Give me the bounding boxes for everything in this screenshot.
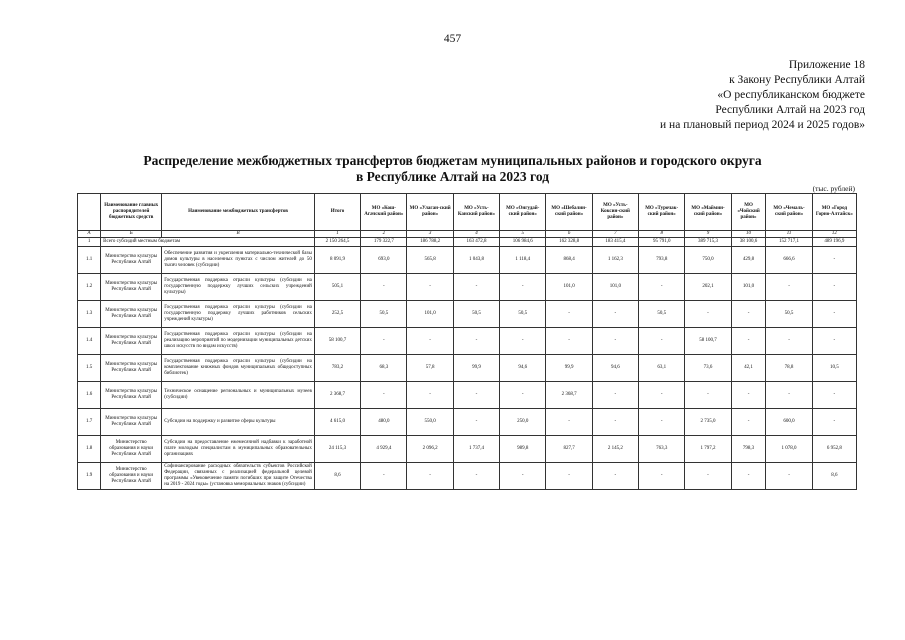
column-header: МО «Маймин-ский район» xyxy=(685,194,731,231)
value-cell: - xyxy=(453,409,499,436)
value-cell: - xyxy=(812,274,856,301)
value-cell: 505,1 xyxy=(314,274,360,301)
value-cell: 565,8 xyxy=(407,247,453,274)
value-cell: 101,0 xyxy=(407,301,453,328)
column-header: МО «Усть-Канский район» xyxy=(453,194,499,231)
value-cell: - xyxy=(546,463,592,490)
value-cell: - xyxy=(731,409,766,436)
column-header: МО «Улаган-ский район» xyxy=(407,194,453,231)
value-cell: 73,6 xyxy=(685,355,731,382)
transfer-name-cell: Обеспечение развития и укрепления материально-технической базы домов культуры в населенных пунктах с числом жителей до 50 тысяч человек (субсидии) xyxy=(162,247,315,274)
total-cell: 389 715,3 xyxy=(685,238,731,247)
value-cell: - xyxy=(500,328,546,355)
transfer-name-cell: Софинансирование расходных обязательств субъектов Российской Федерации, связанных с реализацией федеральной целевой программы «Увековечение памяти погибших при защите Отечества на 2019 - 2024 годы» (установка мемориальных знаков (субсидии) xyxy=(162,463,315,490)
total-cell: 2 150 264,5 xyxy=(314,238,360,247)
column-header: МО «Чемаль-ский район» xyxy=(766,194,812,231)
value-cell: 50,5 xyxy=(361,301,407,328)
value-cell: 101,0 xyxy=(592,274,638,301)
value-cell: 666,6 xyxy=(766,247,812,274)
value-cell: 252,5 xyxy=(314,301,360,328)
value-cell: 793,8 xyxy=(639,247,685,274)
index-cell: 7 xyxy=(592,231,638,238)
value-cell: 8 091,9 xyxy=(314,247,360,274)
value-cell: 1 797,2 xyxy=(685,436,731,463)
total-cell: 152 717,1 xyxy=(766,238,812,247)
administrator-cell: Министерство культуры Республики Алтай xyxy=(101,355,162,382)
column-header: МО «Чойский район» xyxy=(731,194,766,231)
value-cell: 1 162,3 xyxy=(592,247,638,274)
value-cell: - xyxy=(812,409,856,436)
value-cell: 2 145,2 xyxy=(592,436,638,463)
value-cell: - xyxy=(453,274,499,301)
value-cell: 202,1 xyxy=(685,274,731,301)
value-cell: - xyxy=(592,328,638,355)
value-cell: 101,0 xyxy=(731,274,766,301)
value-cell: - xyxy=(407,328,453,355)
value-cell: 480,0 xyxy=(361,409,407,436)
value-cell: 763,3 xyxy=(639,436,685,463)
value-cell: - xyxy=(766,274,812,301)
document-title xyxy=(0,153,905,185)
column-header: МО «Турочак-ский район» xyxy=(639,194,685,231)
table-row xyxy=(78,382,857,409)
table-row xyxy=(78,247,857,274)
value-cell: 94,6 xyxy=(592,355,638,382)
value-cell: 783,2 xyxy=(314,355,360,382)
value-cell: - xyxy=(592,382,638,409)
value-cell: 50,5 xyxy=(453,301,499,328)
value-cell: 10,5 xyxy=(812,355,856,382)
value-cell: - xyxy=(592,301,638,328)
row-number: 1.2 xyxy=(78,274,101,301)
row-number: 1.7 xyxy=(78,409,101,436)
value-cell: 429,8 xyxy=(731,247,766,274)
index-cell: Б xyxy=(101,231,162,238)
value-cell: 50,5 xyxy=(766,301,812,328)
transfers-table xyxy=(77,193,857,490)
index-cell: 11 xyxy=(766,231,812,238)
value-cell: 78,8 xyxy=(766,355,812,382)
total-row xyxy=(78,238,857,247)
index-cell: 9 xyxy=(685,231,731,238)
row-number: 1.8 xyxy=(78,436,101,463)
administrator-cell: Министерство культуры Республики Алтай xyxy=(101,247,162,274)
value-cell: 24 115,3 xyxy=(314,436,360,463)
administrator-cell: Министерство культуры Республики Алтай xyxy=(101,382,162,409)
value-cell: 250,0 xyxy=(500,409,546,436)
value-cell: - xyxy=(546,301,592,328)
value-cell: - xyxy=(500,463,546,490)
value-cell: - xyxy=(592,409,638,436)
value-cell: 8,6 xyxy=(314,463,360,490)
value-cell: 6 952,8 xyxy=(812,436,856,463)
appendix-line: Приложение 18 xyxy=(788,59,865,71)
column-header: МО «Кош-Агачский район» xyxy=(361,194,407,231)
total-cell: 95 791,0 xyxy=(639,238,685,247)
value-cell: - xyxy=(546,328,592,355)
total-label: Всего субсидий местным бюджетам xyxy=(101,238,315,247)
column-header: МО «Усть-Коксин-ский район» xyxy=(592,194,638,231)
value-cell: - xyxy=(685,463,731,490)
value-cell: - xyxy=(407,382,453,409)
value-cell: - xyxy=(731,463,766,490)
index-cell: 12 xyxy=(812,231,856,238)
value-cell: 101,0 xyxy=(546,274,592,301)
administrator-cell: Министерство образования и науки Республики Алтай xyxy=(101,463,162,490)
value-cell: 989,8 xyxy=(500,436,546,463)
column-header: Наименование главных распорядителей бюджетных средств xyxy=(101,194,162,231)
value-cell: - xyxy=(453,328,499,355)
value-cell: - xyxy=(639,382,685,409)
appendix-line: Республики Алтай на 2023 год xyxy=(715,104,865,116)
value-cell: - xyxy=(812,247,856,274)
value-cell: - xyxy=(639,463,685,490)
value-cell: - xyxy=(500,382,546,409)
appendix-line: и на плановый период 2024 и 2025 годов» xyxy=(660,119,865,131)
value-cell: - xyxy=(812,328,856,355)
table-row xyxy=(78,463,857,490)
administrator-cell: Министерство образования и науки Республики Алтай xyxy=(101,436,162,463)
value-cell: - xyxy=(731,382,766,409)
value-cell: 99,9 xyxy=(453,355,499,382)
index-cell: 8 xyxy=(639,231,685,238)
row-number: 1.4 xyxy=(78,328,101,355)
index-cell: 2 xyxy=(361,231,407,238)
table-row xyxy=(78,328,857,355)
value-cell: - xyxy=(361,463,407,490)
index-cell: 3 xyxy=(407,231,453,238)
transfer-name-cell: Субсидии на предоставление ежемесячной надбавки к заработной плате молодым специалистам в муниципальных образовательных организациях xyxy=(162,436,315,463)
transfer-name-cell: Техническое оснащение региональных и муниципальных музеев (субсидии) xyxy=(162,382,315,409)
column-header: Итого xyxy=(314,194,360,231)
administrator-cell: Министерство культуры Республики Алтай xyxy=(101,274,162,301)
total-cell: 489 196,9 xyxy=(812,238,856,247)
appendix-reference xyxy=(660,58,865,133)
value-cell: 4 929,4 xyxy=(361,436,407,463)
table-row xyxy=(78,355,857,382)
value-cell: 1 737,4 xyxy=(453,436,499,463)
column-header xyxy=(78,194,101,231)
transfer-name-cell: Субсидии на поддержку и развитие сферы культуры xyxy=(162,409,315,436)
table-row xyxy=(78,301,857,328)
transfer-name-cell: Государственная поддержка отрасли культуры (субсидии на государственную поддержку лучших сельских учреждений культуры) xyxy=(162,274,315,301)
column-header: МО «Онгудай-ский район» xyxy=(500,194,546,231)
value-cell: - xyxy=(546,409,592,436)
index-cell: 10 xyxy=(731,231,766,238)
units-label: (тыс. рублей) xyxy=(812,184,855,193)
row-number: 1.1 xyxy=(78,247,101,274)
column-header: Наименование межбюджетных трансфертов xyxy=(162,194,315,231)
value-cell: 1 118,4 xyxy=(500,247,546,274)
value-cell: 58 100,7 xyxy=(685,328,731,355)
title-line: в Республике Алтай на 2023 год xyxy=(355,169,550,184)
value-cell: - xyxy=(592,463,638,490)
page-number: 457 xyxy=(443,33,462,45)
value-cell: - xyxy=(766,463,812,490)
value-cell: - xyxy=(731,301,766,328)
value-cell: 827,7 xyxy=(546,436,592,463)
row-number: 1.5 xyxy=(78,355,101,382)
appendix-line: к Закону Республики Алтай xyxy=(729,74,865,86)
total-cell: 38 100,6 xyxy=(731,238,766,247)
data-rows xyxy=(78,247,857,490)
value-cell: - xyxy=(639,409,685,436)
value-cell: 798,3 xyxy=(731,436,766,463)
table-row xyxy=(78,274,857,301)
table-row xyxy=(78,436,857,463)
value-cell: 42,1 xyxy=(731,355,766,382)
value-cell: 63,1 xyxy=(639,355,685,382)
index-cell: 6 xyxy=(546,231,592,238)
value-cell: - xyxy=(731,328,766,355)
value-cell: 750,0 xyxy=(685,247,731,274)
value-cell: 1 078,0 xyxy=(766,436,812,463)
value-cell: - xyxy=(812,382,856,409)
row-number: 1.6 xyxy=(78,382,101,409)
value-cell: - xyxy=(766,328,812,355)
value-cell: 868,4 xyxy=(546,247,592,274)
value-cell: - xyxy=(407,274,453,301)
value-cell: 2 096,2 xyxy=(407,436,453,463)
value-cell: 693,0 xyxy=(361,247,407,274)
table-header-row xyxy=(78,194,857,231)
value-cell: 2 368,7 xyxy=(546,382,592,409)
total-cell: 186 788,2 xyxy=(407,238,453,247)
value-cell: - xyxy=(685,301,731,328)
total-cell: 106 984,6 xyxy=(500,238,546,247)
index-cell: А xyxy=(78,231,101,238)
value-cell: 50,5 xyxy=(639,301,685,328)
index-row xyxy=(78,231,857,238)
value-cell: 1 043,8 xyxy=(453,247,499,274)
value-cell: - xyxy=(361,274,407,301)
value-cell: - xyxy=(361,328,407,355)
value-cell: 50,5 xyxy=(500,301,546,328)
value-cell: - xyxy=(407,463,453,490)
column-header: МО «Шебалин-ский район» xyxy=(546,194,592,231)
value-cell: 2 368,7 xyxy=(314,382,360,409)
transfer-name-cell: Государственная поддержка отрасли культуры (субсидии на реализацию мероприятий по модернизации муниципальных детских школ искусств по видам искусств) xyxy=(162,328,315,355)
value-cell: 4 615,0 xyxy=(314,409,360,436)
column-header: МО «Город Горно-Алтайск» xyxy=(812,194,856,231)
row-number: 1 xyxy=(78,238,101,247)
value-cell: - xyxy=(453,463,499,490)
value-cell: - xyxy=(766,382,812,409)
transfer-name-cell: Государственная поддержка отрасли культуры (субсидии на комплектование книжных фондов муниципальных общедоступных библиотек) xyxy=(162,355,315,382)
value-cell: - xyxy=(361,382,407,409)
index-cell: 1 xyxy=(314,231,360,238)
total-cell: 162 328,8 xyxy=(546,238,592,247)
row-number: 1.9 xyxy=(78,463,101,490)
value-cell: 8,6 xyxy=(812,463,856,490)
value-cell: 94,6 xyxy=(500,355,546,382)
value-cell: - xyxy=(812,301,856,328)
row-number: 1.3 xyxy=(78,301,101,328)
value-cell: - xyxy=(500,274,546,301)
value-cell: 600,0 xyxy=(766,409,812,436)
value-cell: - xyxy=(685,382,731,409)
table-row xyxy=(78,409,857,436)
total-cell: 179 322,7 xyxy=(361,238,407,247)
value-cell: 58 100,7 xyxy=(314,328,360,355)
title-line: Распределение межбюджетных трансфертов бюджетам муниципальных районов и городского округа xyxy=(143,153,762,168)
value-cell: - xyxy=(453,382,499,409)
index-cell: 5 xyxy=(500,231,546,238)
value-cell: 2 735,0 xyxy=(685,409,731,436)
value-cell: - xyxy=(639,274,685,301)
value-cell: 57,8 xyxy=(407,355,453,382)
value-cell: - xyxy=(639,328,685,355)
index-cell: 4 xyxy=(453,231,499,238)
administrator-cell: Министерство культуры Республики Алтай xyxy=(101,328,162,355)
value-cell: 68,3 xyxy=(361,355,407,382)
transfer-name-cell: Государственная поддержка отрасли культуры (субсидии на государственную поддержку лучших работников сельских учреждений культуры) xyxy=(162,301,315,328)
value-cell: 550,0 xyxy=(407,409,453,436)
total-cell: 163 472,8 xyxy=(453,238,499,247)
index-cell: В xyxy=(162,231,315,238)
administrator-cell: Министерство культуры Республики Алтай xyxy=(101,409,162,436)
administrator-cell: Министерство культуры Республики Алтай xyxy=(101,301,162,328)
total-cell: 183 415,4 xyxy=(592,238,638,247)
value-cell: 99,9 xyxy=(546,355,592,382)
appendix-line: «О республиканском бюджете xyxy=(717,89,865,101)
